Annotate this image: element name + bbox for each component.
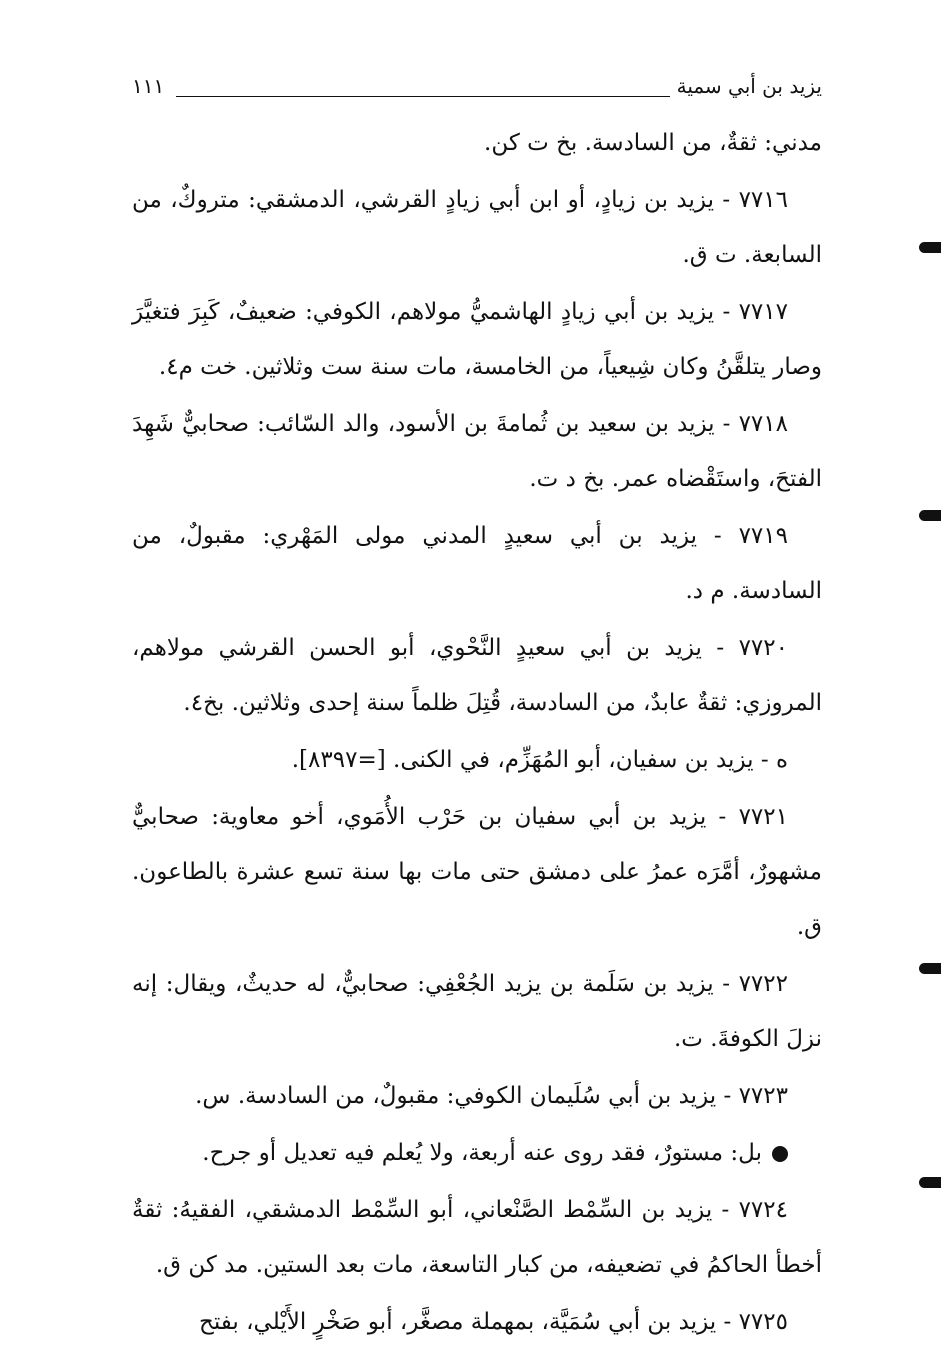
entry-text: ٧٧١٧ - يزيد بن أبي زيادٍ الهاشميُّ مولاهم، الكوفي: ضعيفٌ، كَبِرَ فتغيَّرَ وصار يتلقَّنُ وكان شِيعياً، من الخامسة، مات سنة ست وثلاثين. خت م٤. — [132, 299, 822, 380]
entry-text: ٧٧١٩ - يزيد بن أبي سعيدٍ المدني مولى المَهْري: مقبولٌ، من السادسة. م د. — [132, 523, 822, 604]
entry-text: بل: مستورٌ، فقد روى عنه أربعة، ولا يُعلم فيه تعديل أو جرح. — [202, 1140, 762, 1166]
entry-paragraph — [132, 285, 822, 395]
entry-paragraph — [132, 957, 822, 1067]
entry-text: ٧٧١٨ - يزيد بن سعيد بن ثُمامةَ بن الأسود، والد السّائب: صحابيٌّ شَهِدَ الفتحَ، واستَقْضاه عمر. بخ د ت. — [132, 411, 822, 492]
entry-paragraph — [132, 1069, 822, 1124]
entry-paragraph — [132, 397, 822, 507]
running-title: يزيد بن أبي سمية — [676, 74, 822, 98]
entry-paragraph — [132, 1126, 822, 1181]
entry-paragraph — [132, 116, 822, 171]
entry-text: ٧٧٢٤ - يزيد بن السِّمْط الصَّنْعاني، أبو السِّمْط الدمشقي، الفقيهُ: ثقةٌ أخطأ الحاكمُ في تضعيفه، من كبار التاسعة، مات بعد الستين. مد كن ق. — [132, 1197, 822, 1278]
page-edge-mark — [919, 963, 941, 974]
entry-text: ٧٧١٦ - يزيد بن زيادٍ، أو ابن أبي زيادٍ القرشي، الدمشقي: متروكٌ، من السابعة. ت ق. — [132, 187, 822, 268]
bullet-icon — [772, 1146, 788, 1162]
page-edge-mark — [919, 510, 941, 521]
page-header — [132, 74, 822, 108]
entry-paragraph — [132, 733, 822, 788]
entry-text: ٧٧٢١ - يزيد بن أبي سفيان بن حَرْب الأُمَوي، أخو معاوية: صحابيٌّ مشهورٌ، أمَّرَه عمرُ على دمشق حتى مات بها سنة تسع عشرة بالطاعون. ق. — [132, 804, 822, 940]
entry-text: مدني: ثقةٌ، من السادسة. بخ ت كن. — [484, 130, 822, 156]
entry-text: ٧٧٢٢ - يزيد بن سَلَمة بن يزيد الجُعْفِي: صحابيٌّ، له حديثٌ، ويقال: إنه نزلَ الكوفةَ. ت. — [132, 971, 822, 1052]
entry-text: ٧٧٢٠ - يزيد بن أبي سعيدٍ النَّحْوي، أبو الحسن القرشي مولاهم، المروزي: ثقةٌ عابدٌ، من السادسة، قُتِلَ ظلماً سنة إحدى وثلاثين. بخ٤. — [132, 635, 822, 716]
entry-paragraph — [132, 173, 822, 283]
entry-paragraph — [132, 790, 822, 955]
page-body — [132, 116, 822, 1352]
entry-paragraph — [132, 1295, 822, 1350]
page-edge-mark — [919, 242, 941, 253]
entry-paragraph — [132, 1183, 822, 1293]
page-edge-mark — [919, 1177, 941, 1188]
page-number: ١١١ — [132, 74, 165, 98]
entry-paragraph — [132, 621, 822, 731]
entry-text: ٧٧٢٥ - يزيد بن أبي سُمَيَّة، بمهملة مصغَّر، أبو صَخْرٍ الأَيْلي، بفتح — [198, 1309, 788, 1335]
entry-text: ه - يزيد بن سفيان، أبو المُهَزِّم، في الكنى. [=٨٣٩٧]. — [291, 747, 788, 773]
header-rule — [176, 96, 670, 97]
entry-paragraph — [132, 509, 822, 619]
entry-text: ٧٧٢٣ - يزيد بن أبي سُلَيمان الكوفي: مقبولٌ، من السادسة. س. — [195, 1083, 788, 1109]
